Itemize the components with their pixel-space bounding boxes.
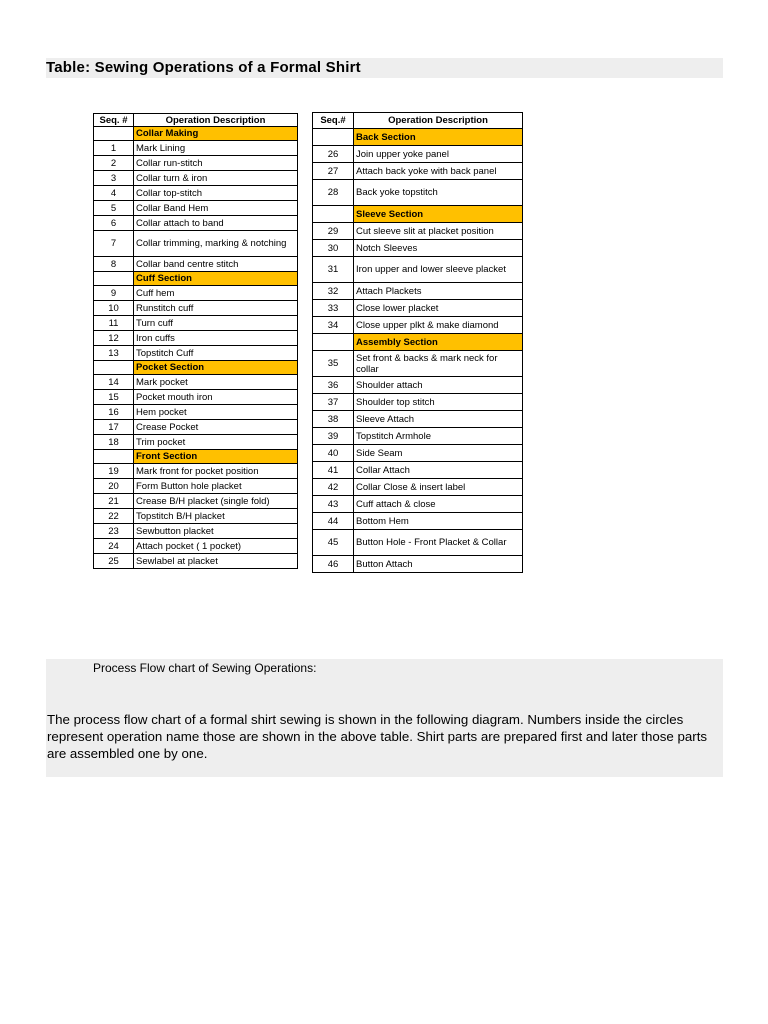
table-header-row: [313, 113, 523, 129]
table-row: [94, 509, 298, 524]
seq-cell: 1: [94, 141, 134, 156]
section-seq-cell: [94, 450, 134, 464]
seq-cell: 4: [94, 186, 134, 201]
description-cell: Collar band centre stitch: [134, 257, 298, 272]
description-cell: Attach pocket ( 1 pocket): [134, 539, 298, 554]
table-row: [94, 216, 298, 231]
seq-cell: 36: [313, 377, 354, 394]
seq-cell: 40: [313, 445, 354, 462]
seq-cell: 38: [313, 411, 354, 428]
description-cell: Attach Plackets: [354, 283, 523, 300]
seq-cell: 44: [313, 513, 354, 530]
table-row: [94, 141, 298, 156]
section-label: Front Section: [134, 450, 298, 464]
seq-cell: 22: [94, 509, 134, 524]
description-cell: Collar run-stitch: [134, 156, 298, 171]
table-row: [313, 530, 523, 556]
table-row: [313, 513, 523, 530]
section-label: Back Section: [354, 129, 523, 146]
description-cell: Iron cuffs: [134, 331, 298, 346]
description-cell: Pocket mouth iron: [134, 390, 298, 405]
seq-cell: 35: [313, 351, 354, 377]
seq-cell: 12: [94, 331, 134, 346]
section-header-row: [313, 129, 523, 146]
table-row: [313, 283, 523, 300]
description-cell: Close lower placket: [354, 300, 523, 317]
table-row: [313, 180, 523, 206]
description-cell: Back yoke topstitch: [354, 180, 523, 206]
table-row: [313, 257, 523, 283]
description-cell: Side Seam: [354, 445, 523, 462]
table-row: [313, 496, 523, 513]
description-cell: Sewbutton placket: [134, 524, 298, 539]
description-cell: Iron upper and lower sleeve placket: [354, 257, 523, 283]
section-label: Assembly Section: [354, 334, 523, 351]
description-cell: Crease Pocket: [134, 420, 298, 435]
section-seq-cell: [313, 129, 354, 146]
section-header-row: [94, 272, 298, 286]
table-row: [94, 201, 298, 216]
section-seq-cell: [313, 206, 354, 223]
description-cell: Close upper plkt & make diamond: [354, 317, 523, 334]
description-cell: Mark front for pocket position: [134, 464, 298, 479]
operations-table-right: [312, 112, 523, 573]
description-header: Operation Description: [354, 113, 523, 129]
table-row: [94, 479, 298, 494]
description-cell: Collar top-stitch: [134, 186, 298, 201]
table-row: [313, 240, 523, 257]
description-cell: Shoulder attach: [354, 377, 523, 394]
section-label: Pocket Section: [134, 361, 298, 375]
table-row: [94, 375, 298, 390]
description-header: Operation Description: [134, 114, 298, 127]
seq-cell: 33: [313, 300, 354, 317]
table-row: [313, 377, 523, 394]
table-row: [94, 435, 298, 450]
description-cell: Topstitch Cuff: [134, 346, 298, 361]
description-cell: Bottom Hem: [354, 513, 523, 530]
description-cell: Cut sleeve slit at placket position: [354, 223, 523, 240]
seq-cell: 11: [94, 316, 134, 331]
table-header-row: [94, 114, 298, 127]
seq-cell: 43: [313, 496, 354, 513]
description-cell: Join upper yoke panel: [354, 146, 523, 163]
table-row: [313, 146, 523, 163]
description-cell: Runstitch cuff: [134, 301, 298, 316]
section-seq-cell: [313, 334, 354, 351]
seq-cell: 42: [313, 479, 354, 496]
seq-cell: 14: [94, 375, 134, 390]
seq-cell: 34: [313, 317, 354, 334]
description-cell: Turn cuff: [134, 316, 298, 331]
description-cell: Shoulder top stitch: [354, 394, 523, 411]
seq-cell: 10: [94, 301, 134, 316]
description-cell: Collar attach to band: [134, 216, 298, 231]
seq-cell: 24: [94, 539, 134, 554]
seq-cell: 18: [94, 435, 134, 450]
description-cell: Sleeve Attach: [354, 411, 523, 428]
description-cell: Form Button hole placket: [134, 479, 298, 494]
table-row: [313, 462, 523, 479]
table-row: [94, 464, 298, 479]
description-cell: Collar trimming, marking & notching: [134, 231, 298, 257]
table-row: [94, 524, 298, 539]
seq-cell: 17: [94, 420, 134, 435]
seq-cell: 9: [94, 286, 134, 301]
section-label: Cuff Section: [134, 272, 298, 286]
table-row: [94, 231, 298, 257]
seq-cell: 27: [313, 163, 354, 180]
table-row: [94, 346, 298, 361]
description-cell: Collar Band Hem: [134, 201, 298, 216]
seq-cell: 6: [94, 216, 134, 231]
seq-cell: 8: [94, 257, 134, 272]
seq-cell: 30: [313, 240, 354, 257]
seq-cell: 46: [313, 556, 354, 573]
description-cell: Sewlabel at placket: [134, 554, 298, 569]
description-cell: Mark pocket: [134, 375, 298, 390]
description-cell: Collar turn & iron: [134, 171, 298, 186]
seq-cell: 41: [313, 462, 354, 479]
description-cell: Trim pocket: [134, 435, 298, 450]
table-row: [94, 257, 298, 272]
section-header-row: [94, 127, 298, 141]
seq-cell: 13: [94, 346, 134, 361]
table-row: [313, 223, 523, 240]
table-row: [94, 390, 298, 405]
table-row: [94, 539, 298, 554]
table-row: [94, 286, 298, 301]
description-cell: Crease B/H placket (single fold): [134, 494, 298, 509]
seq-cell: 15: [94, 390, 134, 405]
section-seq-cell: [94, 272, 134, 286]
seq-cell: 26: [313, 146, 354, 163]
flow-paragraph: The process flow chart of a formal shirt sewing is shown in the following diagram. Numbers inside the circles represent operation name those are shown in the above table. Shirt parts are prepared first and later those parts are assembled one by one.: [47, 712, 708, 761]
seq-cell: 39: [313, 428, 354, 445]
flow-heading: Process Flow chart of Sewing Operations:: [93, 661, 317, 675]
table-row: [313, 556, 523, 573]
seq-cell: 25: [94, 554, 134, 569]
section-seq-cell: [94, 127, 134, 141]
description-cell: Mark Lining: [134, 141, 298, 156]
seq-cell: 2: [94, 156, 134, 171]
section-header-row: [313, 206, 523, 223]
seq-cell: 29: [313, 223, 354, 240]
description-cell: Notch Sleeves: [354, 240, 523, 257]
section-header-row: [94, 450, 298, 464]
table-row: [94, 331, 298, 346]
section-label: Collar Making: [134, 127, 298, 141]
table-row: [313, 479, 523, 496]
table-row: [313, 317, 523, 334]
table-row: [94, 420, 298, 435]
table-row: [313, 411, 523, 428]
description-cell: Attach back yoke with back panel: [354, 163, 523, 180]
description-cell: Collar Attach: [354, 462, 523, 479]
description-cell: Set front & backs & mark neck for collar: [354, 351, 523, 377]
section-header-row: [94, 361, 298, 375]
seq-cell: 3: [94, 171, 134, 186]
table-row: [94, 316, 298, 331]
table-row: [94, 554, 298, 569]
seq-cell: 31: [313, 257, 354, 283]
process-flow-section: [46, 659, 723, 777]
description-cell: Collar Close & insert label: [354, 479, 523, 496]
seq-cell: 16: [94, 405, 134, 420]
table-row: [313, 300, 523, 317]
description-cell: Hem pocket: [134, 405, 298, 420]
table-row: [94, 301, 298, 316]
seq-header: Seq.#: [313, 113, 354, 129]
table-row: [313, 163, 523, 180]
description-cell: Cuff hem: [134, 286, 298, 301]
table-row: [313, 394, 523, 411]
section-label: Sleeve Section: [354, 206, 523, 223]
section-seq-cell: [94, 361, 134, 375]
seq-cell: 5: [94, 201, 134, 216]
table-row: [313, 428, 523, 445]
seq-cell: 7: [94, 231, 134, 257]
operations-table-left: [93, 113, 298, 569]
title-bar: [46, 58, 723, 78]
seq-header: Seq. #: [94, 114, 134, 127]
seq-cell: 37: [313, 394, 354, 411]
seq-cell: 19: [94, 464, 134, 479]
description-cell: Topstitch B/H placket: [134, 509, 298, 524]
description-cell: Topstitch Armhole: [354, 428, 523, 445]
table-row: [313, 445, 523, 462]
table-row: [94, 186, 298, 201]
description-cell: Button Hole - Front Placket & Collar: [354, 530, 523, 556]
seq-cell: 45: [313, 530, 354, 556]
seq-cell: 21: [94, 494, 134, 509]
table-row: [94, 494, 298, 509]
section-header-row: [313, 334, 523, 351]
table-row: [313, 351, 523, 377]
seq-cell: 28: [313, 180, 354, 206]
seq-cell: 32: [313, 283, 354, 300]
description-cell: Button Attach: [354, 556, 523, 573]
seq-cell: 20: [94, 479, 134, 494]
table-row: [94, 405, 298, 420]
table-row: [94, 171, 298, 186]
page-title: Table: Sewing Operations of a Formal Shirt: [46, 59, 361, 76]
description-cell: Cuff attach & close: [354, 496, 523, 513]
table-row: [94, 156, 298, 171]
seq-cell: 23: [94, 524, 134, 539]
